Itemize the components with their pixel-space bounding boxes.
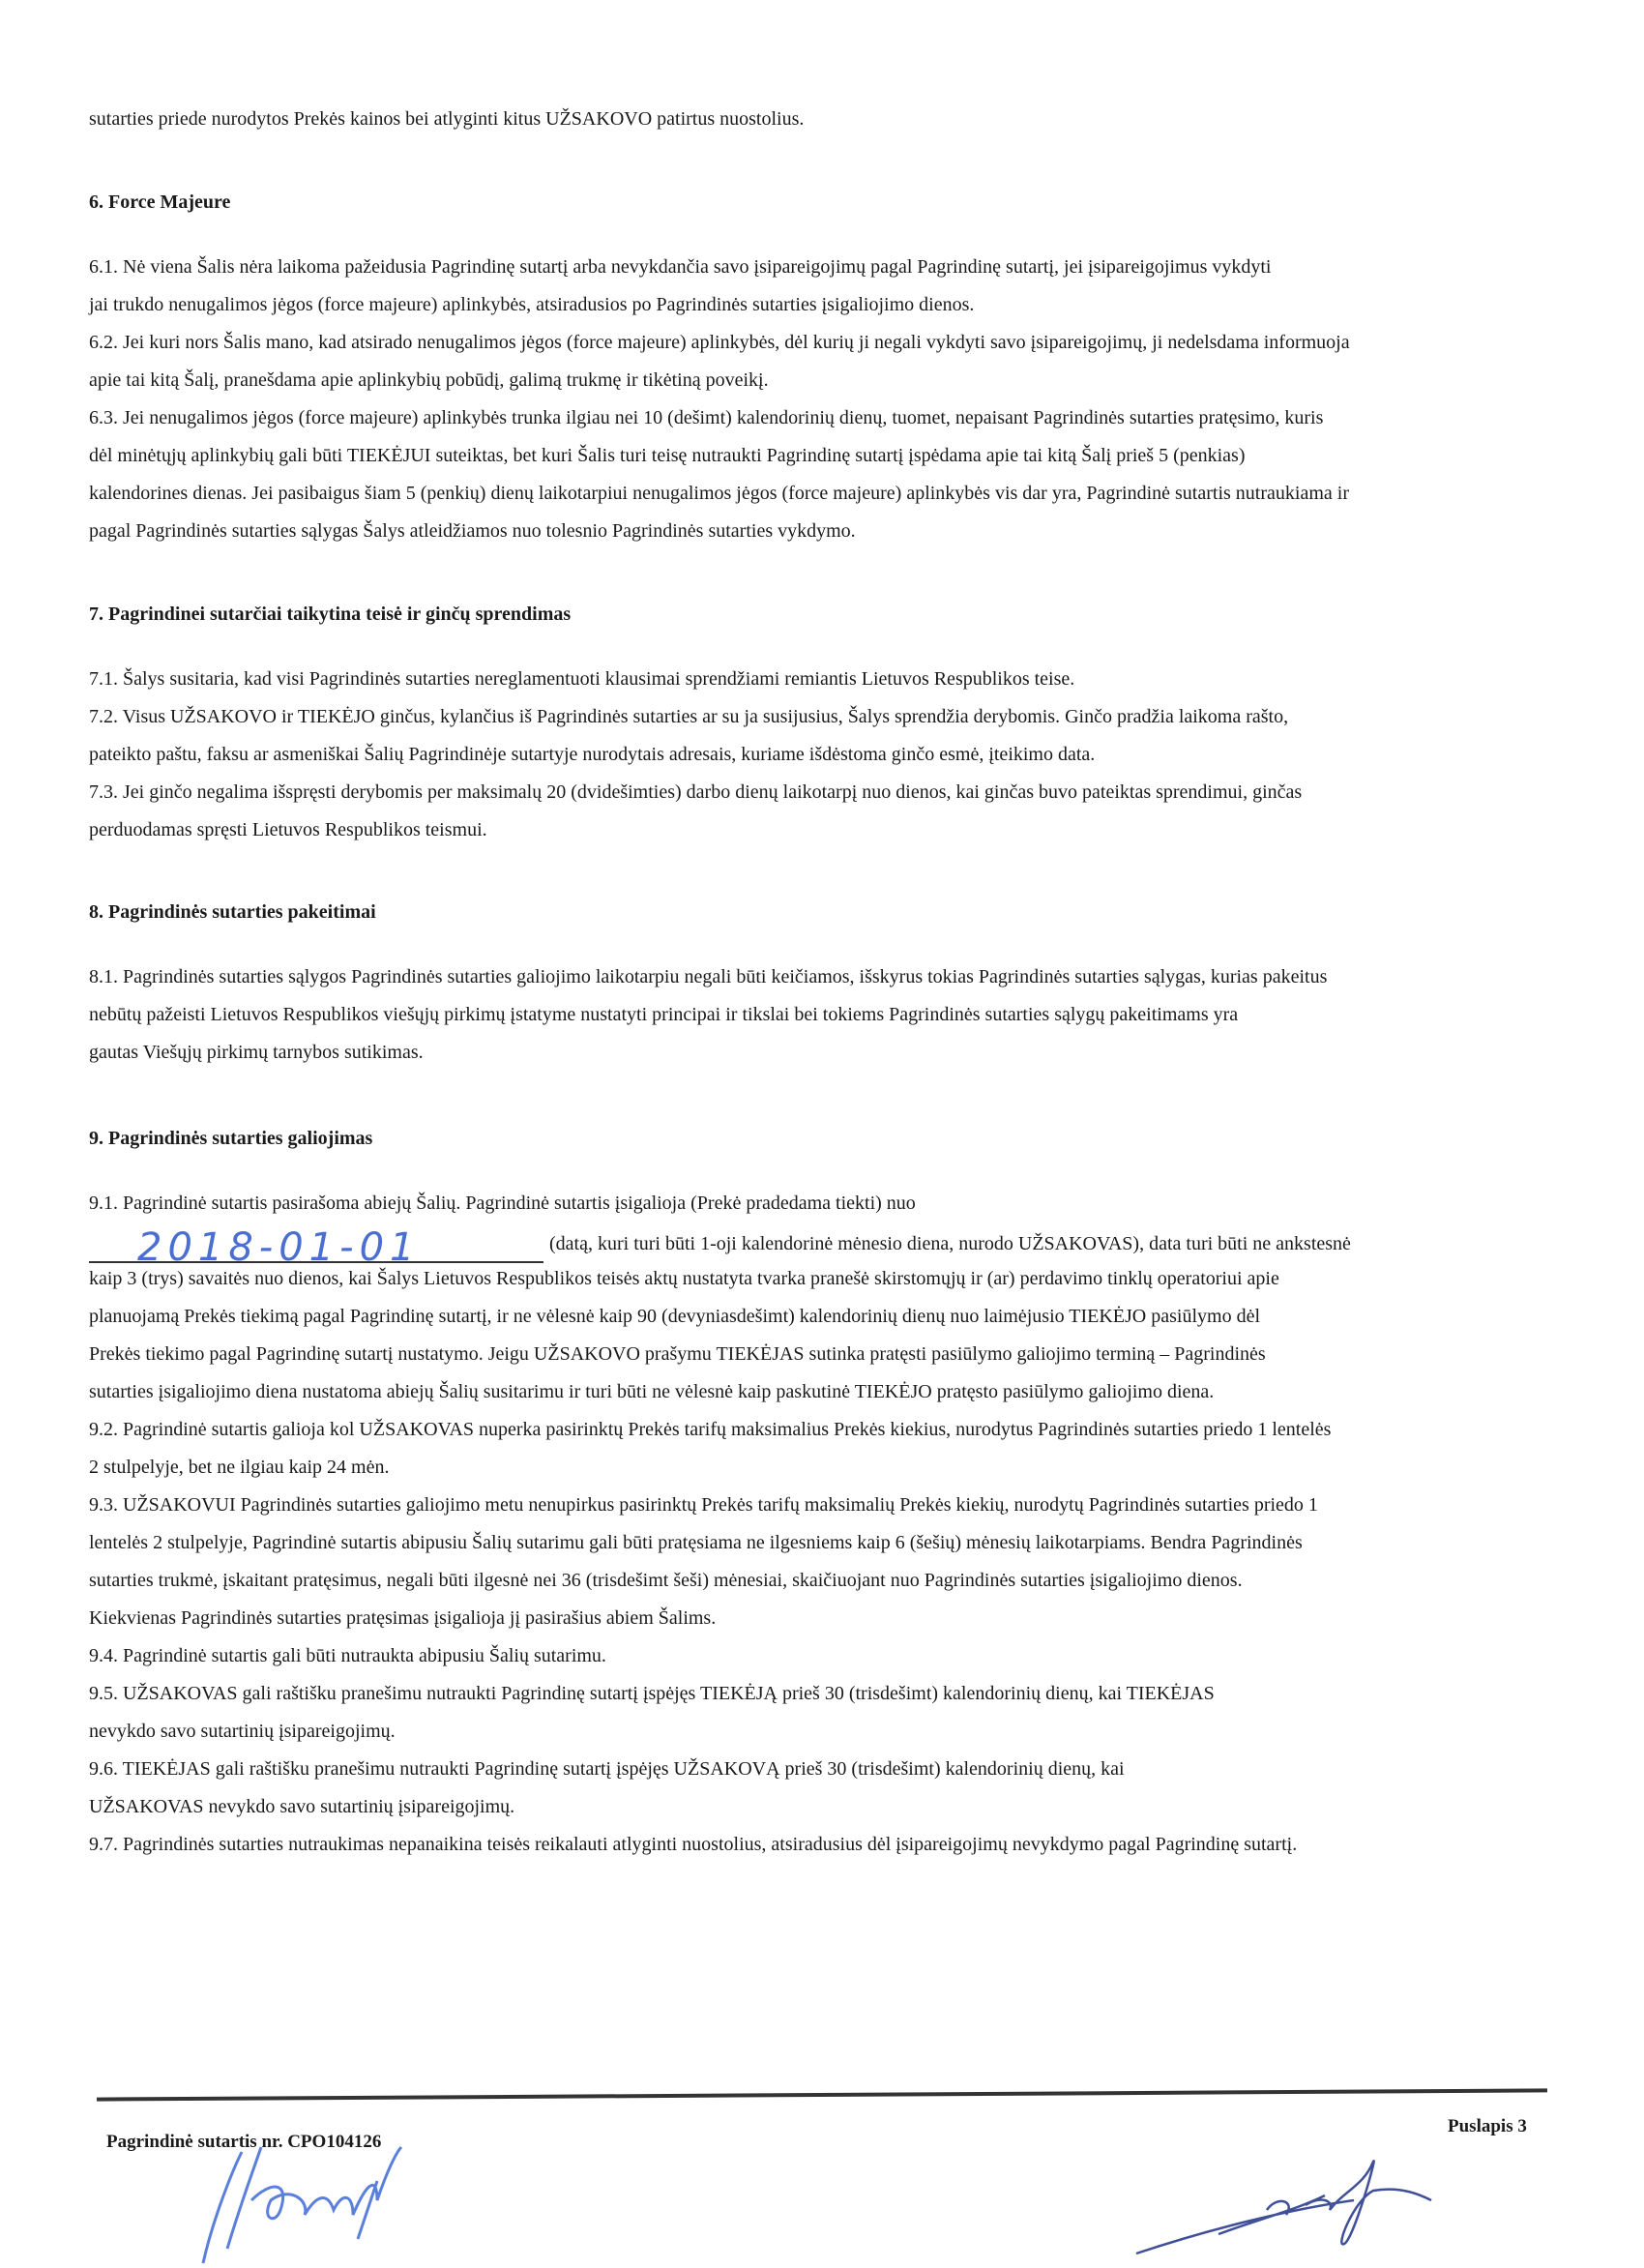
text-line: (datą, kuri turi būti 1-oji kalendorinė mėnesio diena, nurodo UŽSAKOVAS), data turi būti ne ankstesnė: [549, 1233, 1351, 1254]
text-line: gautas Viešųjų pirkimų tarnybos sutikimas.: [89, 1042, 424, 1063]
section-7: [89, 604, 1462, 849]
section-heading: 9. Pagrindinės sutarties galiojimas: [89, 1128, 373, 1149]
text-line: 6.2. Jei kuri nors Šalis mano, kad atsirado nenugalimos jėgos (force majeure) aplinkybės, dėl kurių ji negali vykdyti savo įsipareigojimų, ji nedelsdama informuoja: [89, 332, 1350, 353]
text-line: 6.1. Nė viena Šalis nėra laikoma pažeidusia Pagrindinę sutartį arba nevykdančia savo įsipareigojimų pagal Pagrindinę sutartį, jei įsipareigojimus vykdyti: [89, 256, 1272, 278]
text-line: 9.5. UŽSAKOVAS gali raštišku pranešimu nutraukti Pagrindinę sutartį įspėjęs TIEKĖJĄ prieš 30 (trisdešimt) kalendorinių dienų, kai TIEKĖJAS: [89, 1683, 1215, 1704]
contract-number: Pagrindinė sutartis nr. CPO104126: [106, 2132, 382, 2152]
text-line: sutarties įsigaliojimo diena nustatoma abiejų Šalių susitarimu ir turi būti ne vėlesnė kaip paskutinė TIEKĖJO pratęsto pasiūlymo galiojimo diena.: [89, 1381, 1215, 1402]
text-line: 9.7. Pagrindinės sutarties nutraukimas nepanaikina teisės reikalauti atlyginti nuostolius, atsiradusius dėl įsipareigojimų nevykdymo pagal Pagrindinę sutartį.: [89, 1834, 1298, 1855]
section-9: [89, 1128, 1462, 1864]
text-line: dėl minėtųjų aplinkybių gali būti TIEKĖJUI suteiktas, bet kuri Šalis turi teisę nutraukti Pagrindinę sutartį įspėdama apie tai kitą Šalį prieš 5 (penkias): [89, 445, 1246, 466]
text-line: kaip 3 (trys) savaitės nuo dienos, kai Šalys Lietuvos Respublikos teisės aktų nustatyta tvarka pranešė skirstomųjų ir (ar) perdavimo tinklų operatoriui apie: [89, 1268, 1279, 1289]
text-line: apie tai kitą Šalį, pranešdama apie aplinkybių pobūdį, galimą trukmę ir tikėtiną poveikį.: [89, 369, 769, 391]
text-line: UŽSAKOVAS nevykdo savo sutartinių įsipareigojimų.: [89, 1796, 515, 1817]
section-heading: 8. Pagrindinės sutarties pakeitimai: [89, 901, 376, 923]
intro-paragraph: [89, 101, 1462, 138]
text-line: kalendorines dienas. Jei pasibaigus šiam 5 (penkių) dienų laikotarpiui nenugalimos jėgos (force majeure) aplinkybės vis dar yra, Pagrindinė sutartis nutraukiama ir: [89, 483, 1349, 504]
text-line: sutarties priede nurodytos Prekės kainos bei atlyginti kitus UŽSAKOVO patirtus nuostolius.: [89, 108, 805, 130]
text-line: Kiekvienas Pagrindinės sutarties pratęsimas įsigalioja jį pasirašius abiem Šalims.: [89, 1607, 717, 1629]
text-line: 7.1. Šalys susitaria, kad visi Pagrindinės sutarties nereglamentuoti klausimai sprendžiami remiantis Lietuvos Respublikos teise.: [89, 668, 1075, 690]
text-line: 9.3. UŽSAKOVUI Pagrindinės sutarties galiojimo metu nenupirkus pasirinktų Prekės tarifų maksimalių Prekės kiekių, nurodytų Pagrindinės sutarties priedo 1: [89, 1494, 1318, 1516]
section-8: [89, 901, 1462, 1072]
text-line: 9.6. TIEKĖJAS gali raštišku pranešimu nutraukti Pagrindinę sutartį įspėjęs UŽSAKOVĄ prieš 30 (trisdešimt) kalendorinių dienų, kai: [89, 1758, 1125, 1780]
page-number: Puslapis 3: [1448, 2116, 1527, 2136]
handwritten-date: 2018-01-01: [137, 1225, 421, 1270]
date-line: [89, 1222, 1462, 1270]
date-field: [89, 1222, 543, 1270]
signature-right: [1131, 2142, 1451, 2258]
text-line: pagal Pagrindinės sutarties sąlygas Šalys atleidžiamos nuo tolesnio Pagrindinės sutarties vykdymo.: [89, 520, 856, 542]
text-line: Prekės tiekimo pagal Pagrindinę sutartį nustatymo. Jeigu UŽSAKOVO prašymu TIEKĖJAS sutinka pratęsti pasiūlymo galiojimo terminą – Pagrindinės: [89, 1343, 1266, 1365]
text-line: lentelės 2 stulpelyje, Pagrindinė sutartis abipusiu Šalių sutarimu gali būti pratęsiama ne ilgesniems kaip 6 (šešių) mėnesių laikotarpiams. Bendra Pagrindinės: [89, 1532, 1303, 1553]
section-heading: 7. Pagrindinei sutarčiai taikytina teisė ir ginčų sprendimas: [89, 604, 572, 625]
text-line: nevykdo savo sutartinių įsipareigojimų.: [89, 1721, 396, 1742]
text-line: 6.3. Jei nenugalimos jėgos (force majeure) aplinkybės trunka ilgiau nei 10 (dešimt) kalendorinių dienų, tuomet, nepaisant Pagrindinės sutarties pratęsimo, kuris: [89, 407, 1324, 428]
text-line: jai trukdo nenugalimos jėgos (force majeure) aplinkybės, atsiradusios po Pagrindinės sutarties įsigaliojimo dienos.: [89, 294, 975, 315]
text-line: planuojamą Prekės tiekimą pagal Pagrindinę sutartį, ir ne vėlesnė kaip 90 (devyniasdešimt) kalendorinių dienų nuo laimėjusio TIEKĖJO pasiūlymo dėl: [89, 1306, 1261, 1327]
signature-left: [184, 2142, 416, 2268]
text-line: 2 stulpelyje, bet ne ilgiau kaip 24 mėn.: [89, 1457, 390, 1478]
text-line: 9.4. Pagrindinė sutartis gali būti nutraukta abipusiu Šalių sutarimu.: [89, 1645, 606, 1666]
text-line: 9.1. Pagrindinė sutartis pasirašoma abiejų Šalių. Pagrindinė sutartis įsigalioja (Prekė pradedama tiekti) nuo: [89, 1193, 916, 1214]
text-line: 7.2. Visus UŽSAKOVO ir TIEKĖJO ginčus, kylančius iš Pagrindinės sutarties ar su ja susijusius, Šalys sprendžia derybomis. Ginčo pradžia laikoma rašto,: [89, 706, 1289, 727]
text-line: perduodamas spręsti Lietuvos Respublikos teismui.: [89, 819, 487, 840]
footer-divider: [97, 2088, 1547, 2101]
text-line: pateikto paštu, faksu ar asmeniškai Šalių Pagrindinėje sutartyje nurodytais adresais, kuriame išdėstoma ginčo esmė, įteikimo data.: [89, 744, 1096, 765]
section-6: [89, 191, 1462, 550]
text-line: 7.3. Jei ginčo negalima išspręsti derybomis per maksimalų 20 (dvidešimties) darbo dienų laikotarpį nuo dienos, kai ginčas buvo pateiktas sprendimui, ginčas: [89, 781, 1303, 803]
section-heading: 6. Force Majeure: [89, 191, 231, 213]
text-line: sutarties trukmė, įskaitant pratęsimus, negali būti ilgesnė nei 36 (trisdešimt šeši) mėnesiai, skaičiuojant nuo Pagrindinės sutarties įsigaliojimo dienos.: [89, 1570, 1243, 1591]
text-line: 9.2. Pagrindinė sutartis galioja kol UŽSAKOVAS nuperka pasirinktų Prekės tarifų maksimalius Prekės kiekius, nurodytus Pagrindinės sutarties priedo 1 lentelės: [89, 1419, 1332, 1440]
text-line: 8.1. Pagrindinės sutarties sąlygos Pagrindinės sutarties galiojimo laikotarpiu negali būti keičiamos, išskyrus tokias Pagrindinės sutarties sąlygas, kurias pakeitus: [89, 966, 1328, 987]
text-line: nebūtų pažeisti Lietuvos Respublikos viešųjų pirkimų įstatyme nustatyti principai ir tikslai bei tokiems Pagrindinės sutarties sąlygų pakeitimams yra: [89, 1004, 1239, 1025]
